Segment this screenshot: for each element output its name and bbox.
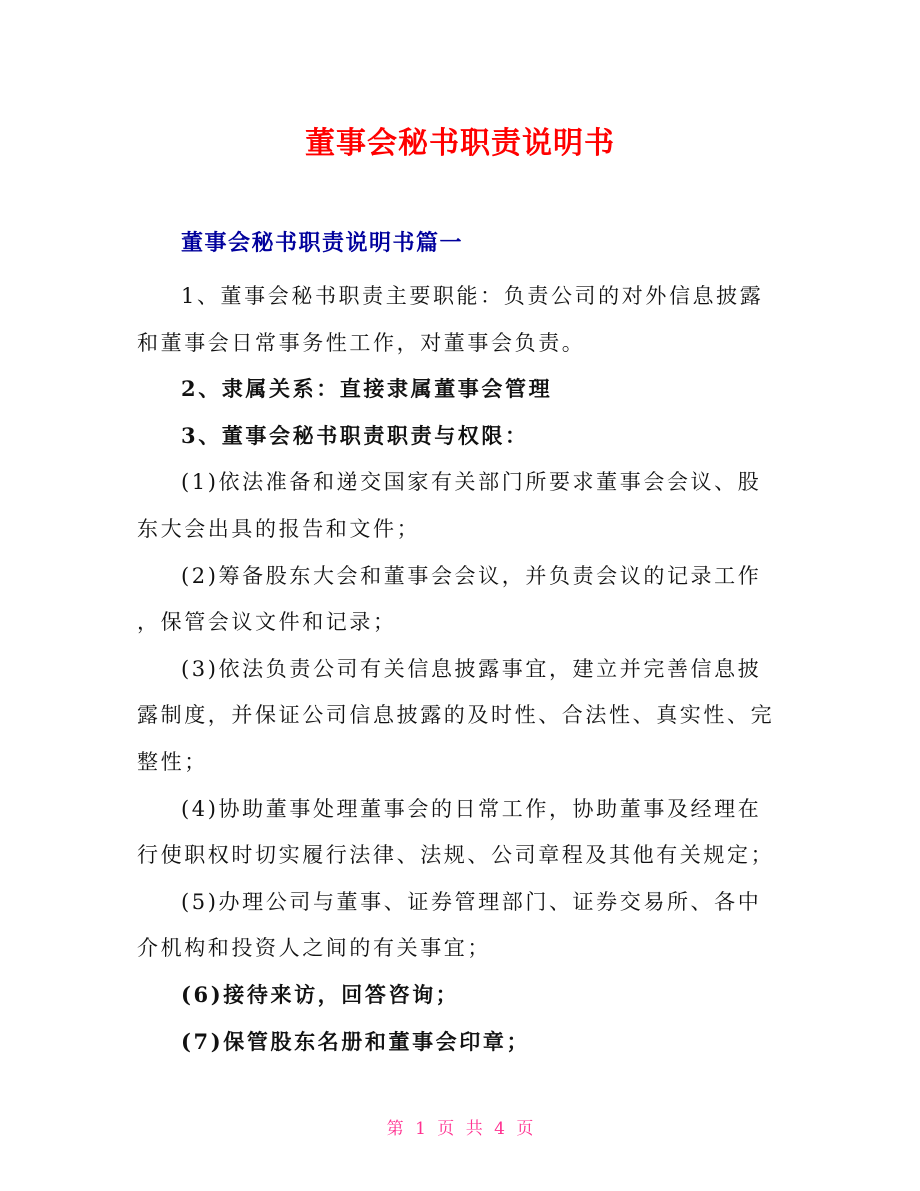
paragraph-line: (6)接待来访，回答咨询； bbox=[181, 981, 460, 1007]
paragraph bbox=[137, 553, 797, 646]
section-heading: 董事会秘书职责说明书篇一 bbox=[181, 231, 464, 256]
paragraph-line: 和董事会日常事务性工作，对董事会负责。 bbox=[137, 330, 586, 355]
paragraph bbox=[137, 413, 797, 460]
paragraph-line: (1)依法准备和递交国家有关部门所要求董事会会议、股 bbox=[181, 470, 762, 495]
paragraph-line: 1、董事会秘书职责主要职能：负责公司的对外信息披露 bbox=[181, 284, 764, 308]
paragraph-line: (4)协助董事处理董事会的日常工作，协助董事及经理在 bbox=[181, 796, 762, 821]
paragraph bbox=[137, 646, 797, 786]
paragraph-line: (5)办理公司与董事、证券管理部门、证券交易所、各中 bbox=[181, 889, 762, 914]
document-title: 董事会秘书职责说明书 bbox=[305, 126, 615, 161]
paragraph-line: 行使职权时切实履行法律、法规、公司章程及其他有关规定； bbox=[137, 843, 775, 868]
paragraph-line: 3、董事会秘书职责职责与权限： bbox=[181, 422, 529, 448]
paragraph bbox=[137, 273, 797, 366]
paragraph-line: 东大会出具的报告和文件； bbox=[137, 516, 421, 541]
paragraph bbox=[137, 972, 797, 1019]
paragraph-line: ，保管会议文件和记录； bbox=[137, 610, 397, 635]
page-footer: 第 1 页 共 4 页 bbox=[386, 1119, 534, 1139]
paragraph-line: 整性； bbox=[137, 749, 208, 774]
paragraph-line: 介机构和投资人之间的有关事宜； bbox=[137, 936, 491, 961]
paragraph bbox=[137, 366, 797, 413]
paragraph bbox=[137, 786, 797, 879]
paragraph bbox=[137, 879, 797, 972]
paragraph-line: 露制度，并保证公司信息披露的及时性、合法性、真实性、完 bbox=[137, 703, 775, 728]
paragraph bbox=[137, 459, 797, 552]
paragraph-line: (3)依法负责公司有关信息披露事宜，建立并完善信息披 bbox=[181, 656, 762, 681]
paragraph-line: 2、隶属关系：直接隶属董事会管理 bbox=[181, 376, 553, 402]
paragraph-line: (2)筹备股东大会和董事会会议，并负责会议的记录工作 bbox=[181, 563, 762, 588]
document-body bbox=[137, 273, 797, 1065]
paragraph bbox=[137, 1019, 797, 1066]
paragraph-line: (7)保管股东名册和董事会印章； bbox=[181, 1028, 531, 1054]
